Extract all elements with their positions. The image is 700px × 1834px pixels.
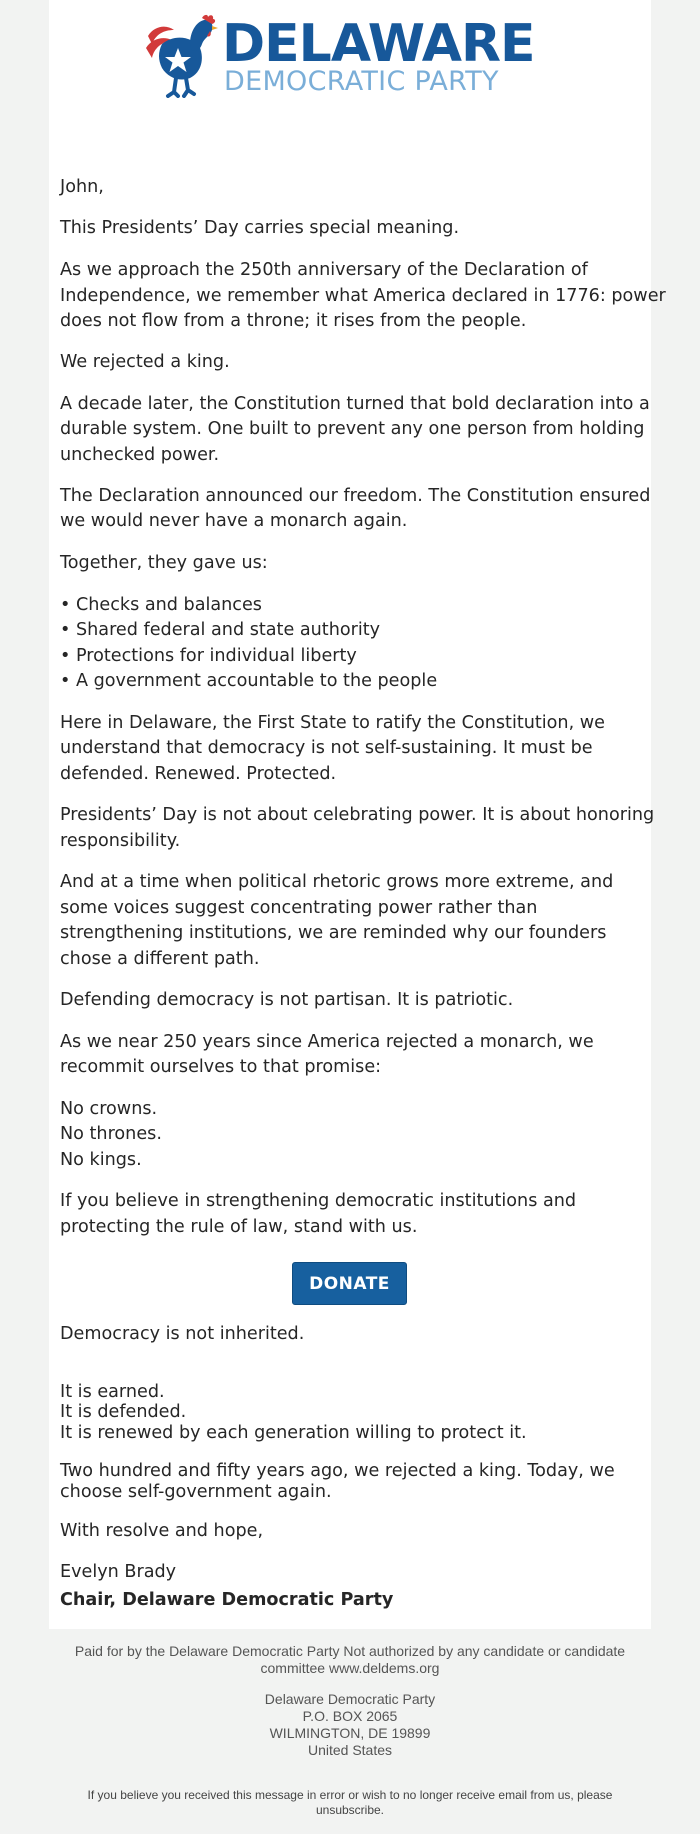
paragraph: Defending democracy is not partisan. It is patriotic. <box>60 990 514 1010</box>
signer-name: Evelyn Brady <box>60 1562 177 1582</box>
donate-button[interactable]: DONATE <box>292 1262 407 1305</box>
greeting: John, <box>60 177 104 197</box>
paragraph-line: It is earned. <box>60 1382 165 1402</box>
slogan-line: No thrones. <box>60 1124 162 1144</box>
mailing-address <box>49 1691 651 1759</box>
unsubscribe-line: If you believe you received this message in error or wish to no longer receive email from us, please <box>87 1788 613 1802</box>
paragraph: We rejected a king. <box>60 352 230 372</box>
paragraph-line: And at a time when political rhetoric grows more extreme, and <box>60 872 614 892</box>
list-item: • Shared federal and state authority <box>60 620 381 640</box>
paragraph-line: we would never have a monarch again. <box>60 511 408 531</box>
paragraph-line: Presidents’ Day is not about celebrating power. It is about honoring <box>60 805 655 825</box>
paragraph-line: As we near 250 years since America rejected a monarch, we <box>60 1032 594 1052</box>
unsubscribe-notice <box>49 1788 651 1818</box>
paragraph-line: unchecked power. <box>60 445 220 465</box>
address-line: WILMINGTON, DE 19899 <box>269 1725 431 1741</box>
paragraph-line: Here in Delaware, the First State to ratify the Constitution, we <box>60 713 605 733</box>
paragraph-line: understand that democracy is not self-sustaining. It must be <box>60 738 593 758</box>
paragraph-line: Two hundred and fifty years ago, we rejected a king. Today, we <box>60 1461 615 1481</box>
logo-wordmark: DELAWARE <box>222 14 535 74</box>
paragraph-line: It is defended. <box>60 1402 187 1422</box>
disclaimer-line: Paid for by the Delaware Democratic Party Not authorized by any candidate or candidate <box>74 1643 626 1659</box>
paragraph-line: It is renewed by each generation willing to protect it. <box>60 1423 527 1443</box>
paragraph-line: A decade later, the Constitution turned that bold declaration into a <box>60 394 650 414</box>
paragraph-line: recommit ourselves to that promise: <box>60 1057 382 1077</box>
paragraph-line: durable system. One built to prevent any one person from holding <box>60 419 645 439</box>
paragraph-line: strengthening institutions, we are reminded why our founders <box>60 923 607 943</box>
delaware-democratic-party-logo[interactable] <box>49 12 651 102</box>
address-line: Delaware Democratic Party <box>264 1691 436 1707</box>
paragraph-line: protecting the rule of law, stand with us. <box>60 1217 418 1237</box>
paragraph-line: Independence, we remember what America declared in 1776: power <box>60 286 666 306</box>
address-line: United States <box>307 1742 393 1758</box>
list-item: • Protections for individual liberty <box>60 646 357 666</box>
paragraph-line: As we approach the 250th anniversary of the Declaration of <box>60 260 588 280</box>
slogan-line: No kings. <box>60 1150 142 1170</box>
paragraph: Democracy is not inherited. <box>60 1324 305 1344</box>
paragraph: This Presidents’ Day carries special meaning. <box>60 218 460 238</box>
disclaimer-line: committee www.deldems.org <box>260 1660 440 1676</box>
list-item: • Checks and balances <box>60 595 262 615</box>
signer-title: Chair, Delaware Democratic Party <box>60 1590 394 1610</box>
paragraph: Together, they gave us: <box>60 553 268 573</box>
paragraph-line: If you believe in strengthening democratic institutions and <box>60 1191 577 1211</box>
unsubscribe-link[interactable]: unsubscribe. <box>315 1803 385 1817</box>
paragraph-line: choose self-government again. <box>60 1482 332 1502</box>
closing: With resolve and hope, <box>60 1521 264 1541</box>
slogan-line: No crowns. <box>60 1099 158 1119</box>
list-item: • A government accountable to the people <box>60 671 438 691</box>
address-line: P.O. BOX 2065 <box>302 1708 398 1724</box>
paragraph-line: some voices suggest concentrating power rather than <box>60 898 538 918</box>
paragraph-line: defended. Renewed. Protected. <box>60 764 337 784</box>
email-card <box>49 0 666 1629</box>
paragraph-line: chose a different path. <box>60 949 260 969</box>
rooster-star-icon <box>144 14 218 98</box>
paragraph-line: The Declaration announced our freedom. The Constitution ensured <box>60 486 651 506</box>
paragraph-line: does not flow from a throne; it rises from the people. <box>60 311 527 331</box>
paragraph-line: responsibility. <box>60 831 181 851</box>
logo-subtitle: DEMOCRATIC PARTY <box>224 66 499 97</box>
paid-for-disclaimer <box>49 1643 651 1677</box>
